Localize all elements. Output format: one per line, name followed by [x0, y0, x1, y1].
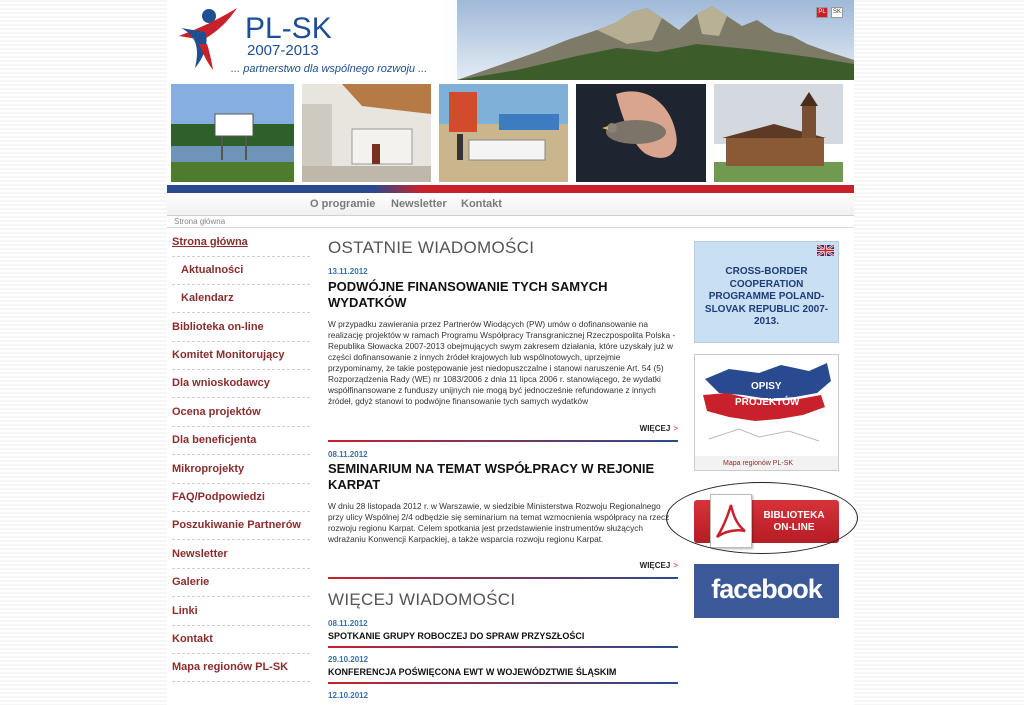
- photo-wooden-church[interactable]: [714, 84, 843, 182]
- photo-lake-sign[interactable]: [171, 84, 294, 182]
- sidebar-item-poszukiwanie-partnerow[interactable]: Poszukiwanie Partnerów: [172, 513, 310, 540]
- regions-map-image: [699, 359, 834, 454]
- biblio-line1: BIBLIOTEKA: [763, 510, 825, 521]
- news-date: 12.10.2012: [328, 691, 369, 700]
- chevron-right-icon: >: [673, 424, 678, 433]
- news-separator: [328, 682, 678, 684]
- sidebar-item-mapa-regionow[interactable]: Mapa regionów PL-SK: [172, 655, 310, 682]
- photo-outdoor-event[interactable]: [439, 84, 568, 182]
- page-background-left: [0, 0, 167, 705]
- sidebar-item-linki[interactable]: Linki: [172, 599, 310, 626]
- topnav-newsletter[interactable]: Newsletter: [391, 198, 447, 210]
- logo-tagline: ... partnerstwo dla wspólnego rozwoju ...: [231, 63, 428, 75]
- map-label-line2: PROJEKTÓW: [735, 397, 800, 408]
- map-caption: Mapa regionów PL-SK: [723, 460, 794, 467]
- photo-exhibition-hall[interactable]: [302, 84, 431, 182]
- sidebar-item-strona-glowna[interactable]: Strona główna: [172, 230, 310, 257]
- news-date: 29.10.2012: [328, 655, 369, 664]
- sidebar-item-biblioteka[interactable]: Biblioteka on-line: [172, 315, 310, 342]
- cbc-programme-text: CROSS-BORDER COOPERATION PROGRAMME POLAND-SLOVAK REPUBLIC 2007-2013.: [704, 266, 829, 327]
- highlight-annotation-oval: [666, 482, 858, 554]
- news-title-link[interactable]: PODWÓJNE FINANSOWANIE TYCH SAMYCH WYDATKÓW: [328, 279, 608, 310]
- photo-bird-in-hand[interactable]: [576, 84, 706, 182]
- site-header: [167, 0, 854, 80]
- facebook-button[interactable]: [694, 564, 839, 618]
- chevron-right-icon: >: [673, 561, 678, 570]
- pl-sk-logo-icon[interactable]: [173, 4, 243, 72]
- news-title-link[interactable]: SEMINARIUM NA TEMAT WSPÓŁPRACY W REJONIE KARPAT: [328, 461, 655, 492]
- topnav-kontakt[interactable]: Kontakt: [461, 198, 502, 210]
- news-separator: [328, 440, 678, 442]
- page-background-right: [854, 0, 1024, 705]
- logo-years: 2007-2013: [247, 42, 319, 59]
- top-navigation: [167, 193, 854, 216]
- topnav-o-programie[interactable]: O programie: [310, 198, 376, 210]
- news-separator: [328, 646, 678, 648]
- breadcrumb-divider: [167, 227, 854, 228]
- sidebar-item-dla-wnioskodawcy[interactable]: Dla wnioskodawcy: [172, 371, 310, 398]
- page-container: [167, 0, 854, 705]
- news-excerpt: W przypadku zawierania przez Partnerów Wiodących (PW) umów o dofinansowanie na realizację projektów w ramach Programu Współpracy Transgranicznej Rzeczpospolita Polska - Republika Słowacka 2007-2013 obejmujących swym zakresem działania, które uzyskały już w części dofinansowanie z innych źródeł krajowych lub wspólnotowych, uprzejmie przypominamy, że takie postępowanie jest niedopuszczalne i stanowi naruszenie Art. 54 (5) Rozporządzenia Rady (WE) nr 1083/2006 z dnia 11 lipca 2006 r. stanowiącego, że wydatki współfinansowane z funduszy unijnych nie mogą być jednocześnie refundowane z innych źródeł, gdyż stanowi to podwójne finansowanie tych samych wydatków: [328, 319, 676, 406]
- read-more-link[interactable]: [640, 424, 678, 433]
- sidebar-item-ocena-projektow[interactable]: Ocena projektów: [172, 400, 310, 427]
- map-label-line1: OPISY: [751, 381, 782, 392]
- news-title-link[interactable]: SPOTKANIE GRUPY ROBOCZEJ DO SPRAW PRZYSZŁOŚCI: [328, 631, 585, 641]
- news-title-link[interactable]: KONFERENCJA POŚWIĘCONA EWT W WOJEWÓDZTWIE ŚLĄSKIM: [328, 667, 617, 677]
- sidebar-item-aktualnosci[interactable]: Aktualności: [172, 258, 310, 285]
- news-date: 08.11.2012: [328, 450, 368, 459]
- latest-news-heading: OSTATNIE WIADOMOŚCI: [328, 238, 535, 257]
- cbc-programme-banner[interactable]: [694, 241, 839, 343]
- news-excerpt: W dniu 28 listopada 2012 r. w Warszawie, w siedzibie Ministerstwa Rozwoju Regionalnego przy ulicy Wspólnej 2/4 odbędzie się seminarium na temat wzmocnienia współpracy na rzecz rozwoju regionu Karpat. Celem spotkania jest przedstawienie instrumentów służących wdrażaniu Konwencji Karpackiej, a także wsparcia rozwoju regionu Karpat.: [328, 501, 670, 544]
- color-stripe-divider: [167, 185, 854, 193]
- news-date: 08.11.2012: [328, 619, 368, 628]
- sidebar-item-kontakt[interactable]: Kontakt: [172, 627, 310, 654]
- more-news-heading: WIĘCEJ WIADOMOŚCI: [328, 590, 516, 609]
- biblio-line2: ON-LINE: [773, 522, 815, 533]
- project-map-banner[interactable]: [694, 354, 839, 471]
- language-pl-flag-icon[interactable]: PL: [816, 7, 828, 18]
- sidebar-item-newsletter[interactable]: Newsletter: [172, 542, 310, 569]
- sidebar-item-komitet[interactable]: Komitet Monitorujący: [172, 343, 310, 370]
- breadcrumb[interactable]: Strona główna: [174, 217, 226, 226]
- facebook-logo: facebook: [711, 574, 822, 604]
- mountain-banner-image: [457, 0, 854, 80]
- read-more-link[interactable]: [640, 561, 678, 570]
- sidebar-item-faq[interactable]: FAQ/Podpowiedzi: [172, 485, 310, 512]
- sidebar-item-kalendarz[interactable]: Kalendarz: [172, 286, 310, 313]
- sidebar-item-dla-beneficjenta[interactable]: Dla beneficjenta: [172, 428, 310, 455]
- read-more-label: WIĘCEJ: [639, 561, 671, 570]
- language-sk-flag-icon[interactable]: SK: [831, 7, 843, 18]
- photo-strip: [167, 84, 854, 182]
- news-date: 13.11.2012: [328, 267, 368, 276]
- news-separator: [328, 577, 678, 579]
- sidebar-item-mikroprojekty[interactable]: Mikroprojekty: [172, 457, 310, 484]
- logo-title: PL-SK: [245, 12, 332, 45]
- sidebar-item-galerie[interactable]: Galerie: [172, 570, 310, 597]
- read-more-label: WIĘCEJ: [639, 424, 671, 433]
- uk-flag-icon[interactable]: [817, 245, 834, 256]
